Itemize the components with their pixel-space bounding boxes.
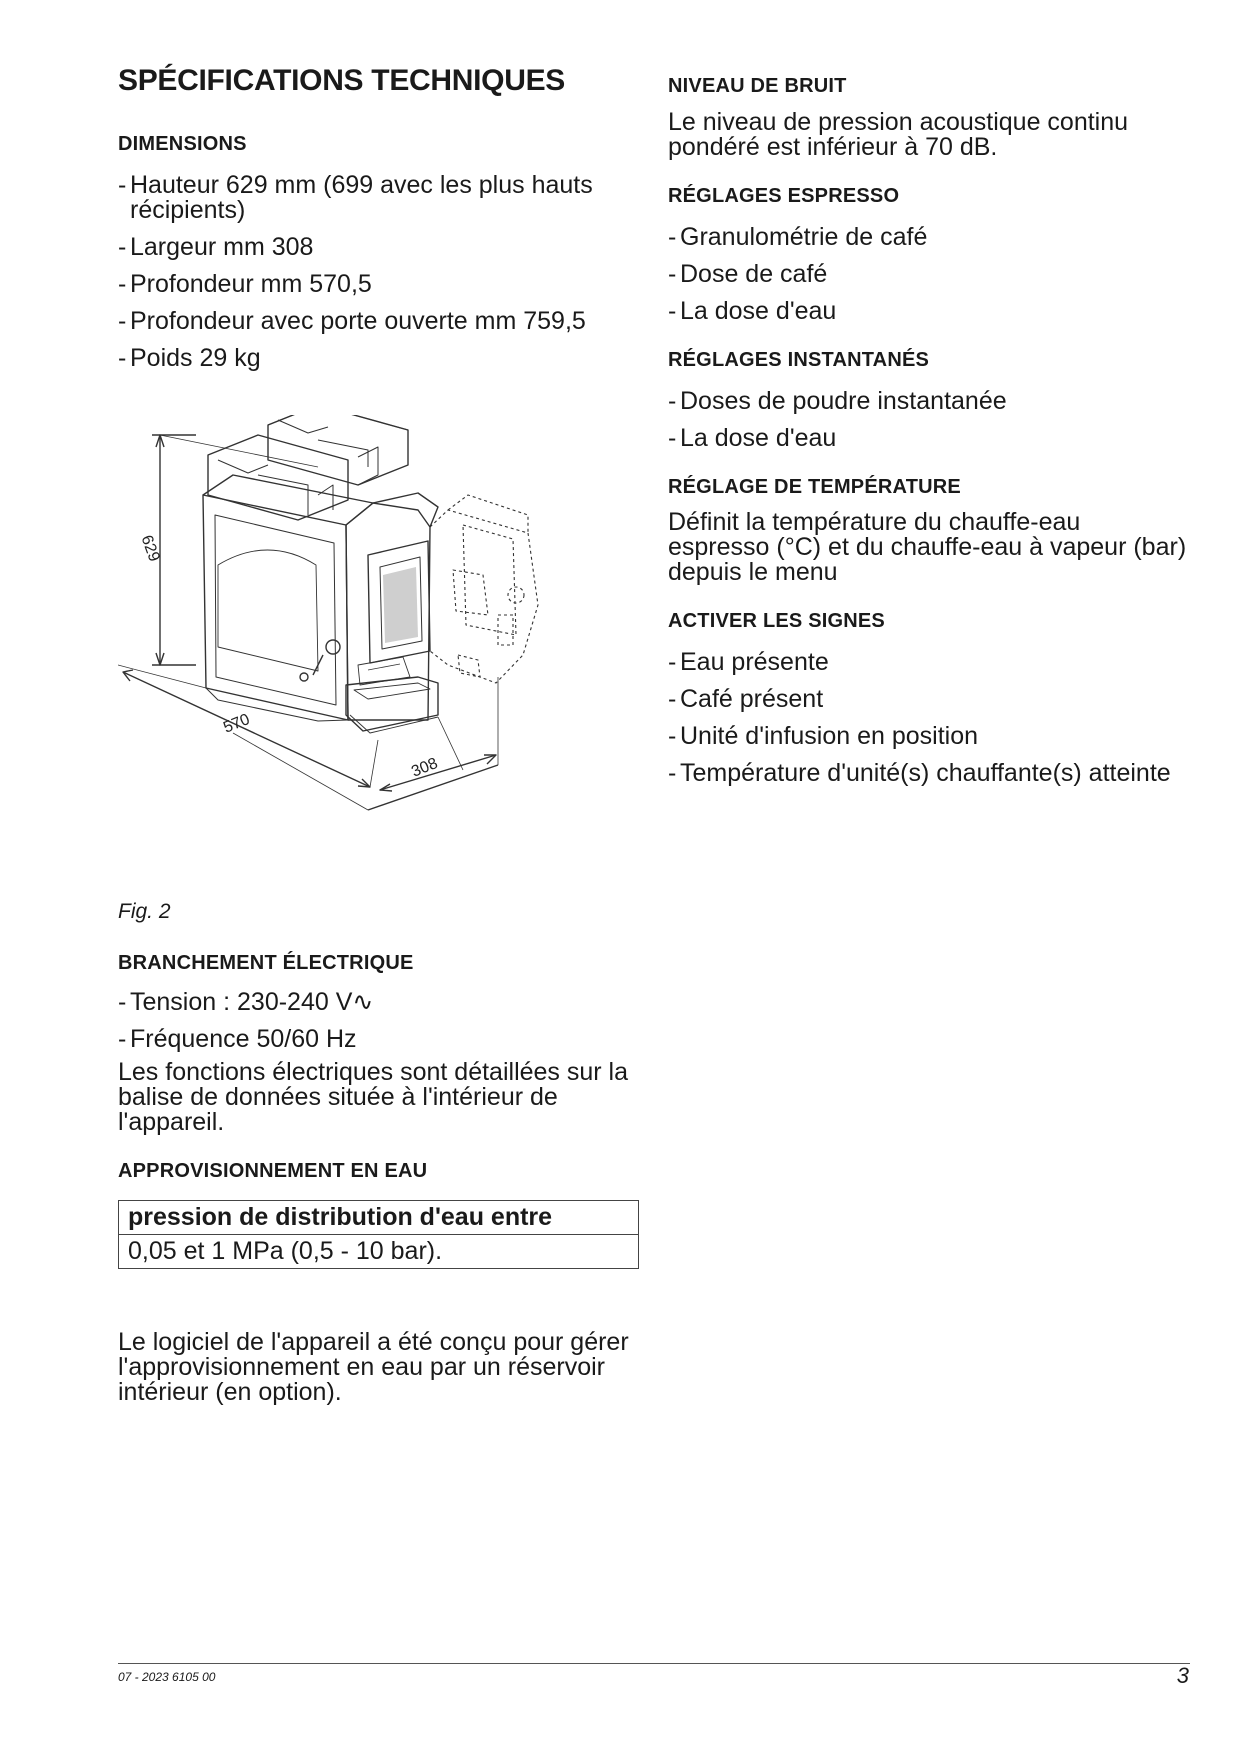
page-number: 3 [1176, 1663, 1189, 1688]
dimensions-list [118, 173, 638, 383]
temperature-text: Définit la température du chauffe-eau espresso (°C) et du chauffe-eau à vapeur (bar) depuis le menu [668, 508, 1187, 586]
list-item: - Hauteur 629 mm (699 avec les plus hauts récipients) [118, 173, 638, 223]
water-pressure-table [118, 1200, 639, 1269]
water-supply-heading: APPROVISIONNEMENT EN EAU [118, 1160, 428, 1182]
page-title: SPÉCIFICATIONS TECHNIQUES [118, 64, 565, 97]
list-item: - Doses de poudre instantanée [668, 389, 1198, 414]
footer-divider [118, 1663, 1190, 1664]
list-item: - Profondeur mm 570,5 [118, 272, 638, 297]
electrical-list [118, 990, 638, 1064]
espresso-heading: RÉGLAGES ESPRESSO [668, 185, 900, 207]
table-value-cell: 0,05 et 1 MPa (0,5 - 10 bar). [119, 1235, 639, 1269]
temperature-heading: RÉGLAGE DE TEMPÉRATURE [668, 476, 961, 498]
list-item: - Dose de café [668, 262, 1198, 287]
list-item: - Poids 29 kg [118, 346, 638, 371]
signals-list [668, 650, 1208, 798]
list-item: - La dose d'eau [668, 299, 1198, 324]
width-dimension-line [380, 717, 496, 791]
list-item: - Unité d'infusion en position [668, 724, 1208, 749]
electrical-heading: BRANCHEMENT ÉLECTRIQUE [118, 952, 414, 974]
dim-width-label: 308 [409, 754, 441, 781]
open-door-outline [430, 495, 538, 683]
list-item: - Café présent [668, 687, 1208, 712]
espresso-list [668, 225, 1198, 336]
height-dimension-line [152, 435, 318, 665]
figure-caption: Fig. 2 [118, 900, 171, 923]
dim-height-label: 629 [137, 533, 163, 564]
list-item: - Largeur mm 308 [118, 235, 638, 260]
table-header-cell: pression de distribution d'eau entre [119, 1201, 639, 1235]
noise-text: Le niveau de pression acoustique continu pondéré est inférieur à 70 dB. [668, 108, 1129, 161]
water-supply-note: Le logiciel de l'appareil a été conçu pour gérer l'approvisionnement en eau par un réservoir intérieur (en option). [118, 1328, 629, 1406]
list-item: - Tension : 230-240 V∿ [118, 990, 638, 1015]
machine-body [203, 475, 438, 733]
electrical-note: Les fonctions électriques sont détaillées sur la balise de données située à l'intérieur de l'appareil. [118, 1058, 629, 1136]
list-item: - La dose d'eau [668, 426, 1198, 451]
noise-heading: NIVEAU DE BRUIT [668, 75, 847, 97]
instant-heading: RÉGLAGES INSTANTANÉS [668, 349, 930, 371]
list-item: - Profondeur avec porte ouverte mm 759,5 [118, 309, 638, 334]
list-item: - Granulométrie de café [668, 225, 1198, 250]
signals-heading: ACTIVER LES SIGNES [668, 610, 885, 632]
list-item: - Fréquence 50/60 Hz [118, 1027, 638, 1052]
footer-document-code: 07 - 2023 6105 00 [118, 1670, 216, 1684]
dim-depth-label: 570 [221, 710, 253, 737]
dimensions-heading: DIMENSIONS [118, 133, 247, 155]
machine-dimension-figure [118, 415, 638, 885]
instant-list [668, 389, 1198, 463]
list-item: - Eau présente [668, 650, 1208, 675]
list-item: - Température d'unité(s) chauffante(s) atteinte [668, 761, 1208, 786]
